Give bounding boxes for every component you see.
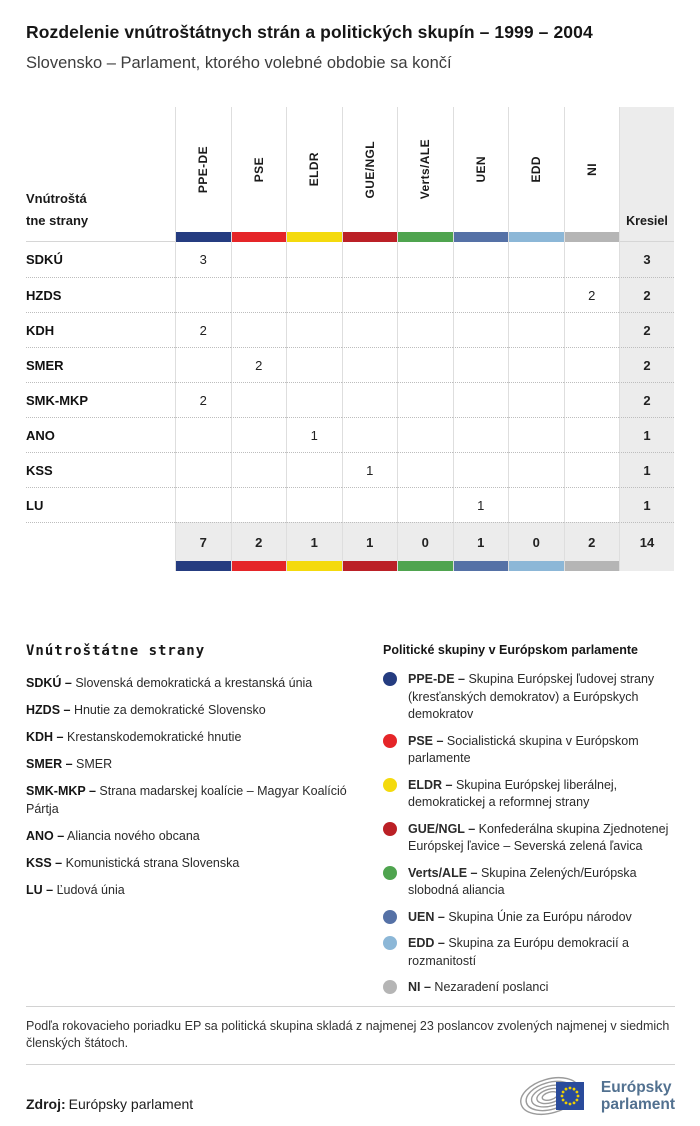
group-column-label: PSE: [251, 156, 266, 183]
group-column-header: [564, 107, 620, 242]
group-color-bar: [454, 232, 509, 242]
group-color-dot: [383, 936, 397, 950]
seats-distribution-table: [26, 107, 675, 571]
column-total-cell: 2: [231, 522, 287, 561]
group-abbr: PSE –: [408, 733, 444, 748]
row-header-label: [26, 107, 175, 242]
logo-wordmark: Európsky parlament: [600, 1078, 675, 1113]
seat-cell: 2: [231, 347, 287, 382]
seat-cell: [286, 382, 342, 417]
party-name: Slovenská demokratická a krestanská únia: [75, 676, 313, 690]
seat-cell: [453, 312, 509, 347]
seat-cell: [564, 417, 620, 452]
group-color-bar: [231, 561, 287, 571]
seat-cell: 1: [286, 417, 342, 452]
group-color-bar: [342, 561, 398, 571]
party-name: Komunistická strana Slovenska: [65, 856, 240, 870]
group-column-label: ELDR: [307, 152, 322, 187]
political-group-item: [383, 671, 675, 724]
party-abbr: KDH –: [26, 730, 64, 744]
group-column-header: [286, 107, 342, 242]
legend-political-groups-heading: Politické skupiny v Európskom parlamente: [383, 643, 638, 657]
group-color-dot: [383, 866, 397, 880]
legend-national-parties-heading: Vnútroštátne strany: [26, 643, 206, 659]
seat-cell: [508, 312, 564, 347]
column-total-cell: 0: [397, 522, 453, 561]
group-abbr: Verts/ALE –: [408, 865, 478, 880]
group-color-bar: [508, 561, 564, 571]
seat-cell: [508, 347, 564, 382]
seat-cell: [286, 452, 342, 487]
group-column-header: [453, 107, 509, 242]
group-abbr: UEN –: [408, 909, 445, 924]
party-abbr: HZDS –: [26, 703, 71, 717]
seat-cell: [453, 277, 509, 312]
seat-cell: [397, 487, 453, 522]
seat-cell: [175, 347, 231, 382]
political-groups-list: [383, 671, 675, 997]
divider: [26, 1064, 675, 1065]
seat-cell: [397, 382, 453, 417]
party-row-label: KSS: [26, 452, 175, 487]
group-column-label: NI: [584, 163, 599, 176]
party-abbr: KSS –: [26, 856, 63, 870]
group-name: Socialistická skupina v Európskom parlamente: [408, 733, 639, 765]
group-color-bar: [175, 561, 231, 571]
column-total-cell: 2: [564, 522, 620, 561]
group-abbr: NI –: [408, 980, 431, 994]
party-name: Aliancia nového obcana: [67, 829, 200, 843]
political-group-item: [383, 935, 675, 970]
group-abbr: PPE-DE –: [408, 672, 465, 686]
seat-cell: [397, 312, 453, 347]
group-column-label: EDD: [529, 156, 544, 183]
party-row-label: SDKÚ: [26, 252, 63, 267]
national-party-item: [26, 782, 363, 818]
source-value: Európsky parlament: [68, 1095, 194, 1112]
seat-cell: [342, 417, 398, 452]
bar-row-spacer: [26, 561, 175, 571]
hemicycle-flag-icon: [516, 1071, 594, 1121]
seat-cell: [453, 452, 509, 487]
seats-column-footer: [619, 561, 674, 571]
group-color-dot: [383, 734, 397, 748]
seat-cell: 2: [175, 312, 231, 347]
party-row-label: HZDS: [26, 277, 175, 312]
national-party-item: [26, 827, 363, 845]
national-party-item: [26, 701, 363, 719]
row-total-cell: 2: [619, 347, 674, 382]
seat-cell: [286, 242, 342, 277]
seat-cell: [231, 277, 287, 312]
group-column-label: GUE/NGL: [362, 140, 377, 199]
seat-cell: [397, 277, 453, 312]
legend-national-parties: [26, 643, 383, 1006]
group-color-dot: [383, 980, 397, 994]
party-name: Ľudová únia: [56, 883, 125, 897]
group-column-label: PPE-DE: [196, 145, 211, 194]
row-header-label-text: Vnútroštátne strany: [26, 191, 89, 228]
group-abbr: ELDR –: [408, 777, 453, 792]
seat-cell: [508, 487, 564, 522]
seat-cell: 1: [453, 487, 509, 522]
source-text: [26, 1096, 193, 1112]
row-total-cell: 2: [619, 277, 674, 312]
group-column-header: [231, 107, 287, 242]
political-group-item: [383, 821, 675, 856]
row-total-cell: 1: [619, 487, 674, 522]
group-name: Skupina Zelených/Európska slobodná aliancia: [408, 865, 637, 897]
seat-cell: [453, 242, 509, 277]
group-column-header: [342, 107, 398, 242]
seat-cell: [342, 347, 398, 382]
seat-cell: [564, 242, 620, 277]
source-row: [26, 1071, 675, 1121]
group-color-dot: [383, 778, 397, 792]
seat-cell: [397, 452, 453, 487]
seat-cell: [564, 347, 620, 382]
group-color-bar: [453, 561, 509, 571]
national-party-item: [26, 674, 363, 692]
group-color-bar: [564, 561, 620, 571]
group-color-bar: [509, 232, 564, 242]
party-name: Hnutie za demokratické Slovensko: [73, 703, 266, 717]
seat-cell: [342, 277, 398, 312]
seat-cell: [508, 242, 564, 277]
group-color-bar: [397, 561, 453, 571]
party-name: Krestanskodemokratické hnutie: [67, 730, 242, 744]
group-color-bar: [398, 232, 453, 242]
source-label: Zdroj:: [26, 1095, 66, 1112]
group-color-dot: [383, 910, 397, 924]
row-total-cell: 1: [619, 417, 674, 452]
group-name: Konfederálna skupina Zjednotenej Európskej ľavice – Severská zelená ľavica: [408, 821, 669, 853]
political-group-item: [383, 909, 675, 927]
group-color-bar: [287, 232, 342, 242]
party-row-label: KDH: [26, 312, 175, 347]
seat-cell: [286, 277, 342, 312]
party-name: SMER: [76, 757, 113, 771]
group-color-bar: [343, 232, 398, 242]
group-name: Nezaradení poslanci: [434, 980, 549, 994]
seat-cell: [453, 347, 509, 382]
party-row-label: LU: [26, 487, 175, 522]
political-group-item: [383, 979, 675, 997]
footnote: Podľa rokovacieho poriadku EP sa politická skupina skladá z najmenej 23 poslancov zvolených najmenej v siedmich členských štátoch.: [26, 1018, 670, 1050]
group-color-dot: [383, 822, 397, 836]
group-color-bar: [176, 232, 231, 242]
column-total-cell: 7: [175, 522, 231, 561]
seat-cell: [286, 312, 342, 347]
legends-section: [26, 643, 675, 1006]
group-color-dot: [383, 672, 397, 686]
party-name: Strana madarskej koalície – Magyar Koalíció Pártja: [26, 784, 347, 816]
seat-cell: [453, 417, 509, 452]
seat-cell: [231, 312, 287, 347]
seat-cell: [508, 452, 564, 487]
seat-cell: [508, 382, 564, 417]
party-abbr: SMER –: [26, 757, 73, 771]
legend-political-groups: [383, 643, 675, 1006]
political-group-item: [383, 865, 675, 900]
party-row-label: SMK-MKP: [26, 382, 175, 417]
seat-cell: [564, 382, 620, 417]
party-abbr: ANO –: [26, 829, 65, 843]
seat-cell: [397, 242, 453, 277]
group-color-bar: [232, 232, 287, 242]
seat-cell: [342, 242, 398, 277]
group-abbr: GUE/NGL –: [408, 821, 476, 836]
grand-total-cell: 14: [619, 522, 674, 561]
political-group-item: [383, 733, 675, 768]
national-parties-list: [26, 674, 363, 899]
seat-cell: [342, 312, 398, 347]
row-total-cell: 3: [619, 242, 674, 277]
column-total-cell: 1: [342, 522, 398, 561]
party-abbr: LU –: [26, 883, 54, 897]
group-name: Skupina Európskej liberálnej, demokratickej a reformnej strany: [408, 777, 618, 809]
seat-cell: [342, 382, 398, 417]
seat-cell: [175, 417, 231, 452]
seat-cell: [564, 487, 620, 522]
group-column-header: [175, 107, 231, 242]
seat-cell: [508, 417, 564, 452]
national-party-item: [26, 728, 363, 746]
party-abbr: SMK-MKP –: [26, 784, 96, 798]
seat-cell: [564, 452, 620, 487]
group-column-header: [508, 107, 564, 242]
group-column-header: [397, 107, 453, 242]
group-column-label: Verts/ALE: [418, 139, 433, 200]
column-total-cell: 1: [453, 522, 509, 561]
column-total-cell: 1: [286, 522, 342, 561]
seat-cell: [231, 382, 287, 417]
seat-cell: 3: [175, 242, 231, 277]
national-party-item: [26, 881, 363, 899]
party-row-label: ANO: [26, 417, 175, 452]
european-parliament-logo: [516, 1071, 675, 1121]
seat-cell: [397, 347, 453, 382]
seat-cell: [286, 347, 342, 382]
seat-cell: [231, 452, 287, 487]
seat-cell: [342, 487, 398, 522]
group-color-bar: [565, 232, 620, 242]
seat-cell: [231, 242, 287, 277]
seat-cell: [175, 452, 231, 487]
seat-cell: [453, 382, 509, 417]
seats-column-header: Kresiel: [619, 107, 674, 242]
group-name: Skupina Únie za Európu národov: [448, 909, 632, 924]
seat-cell: 2: [564, 277, 620, 312]
page-title: Rozdelenie vnútroštátnych strán a politických skupín – 1999 – 2004: [26, 22, 593, 42]
row-total-cell: 2: [619, 312, 674, 347]
group-column-label: UEN: [473, 156, 488, 183]
page-subtitle: Slovensko – Parlament, ktorého volebné obdobie sa končí: [26, 54, 452, 72]
seat-cell: [397, 417, 453, 452]
seat-cell: [175, 487, 231, 522]
group-abbr: EDD –: [408, 936, 445, 950]
group-color-bar: [286, 561, 342, 571]
group-name: Skupina za Európu demokracií a rozmanitostí: [408, 936, 629, 968]
column-total-cell: 0: [508, 522, 564, 561]
seat-cell: 1: [342, 452, 398, 487]
political-group-item: [383, 777, 675, 812]
row-total-cell: 1: [619, 452, 674, 487]
seat-cell: [286, 487, 342, 522]
seat-cell: [508, 277, 564, 312]
party-row-label: SMER: [26, 347, 175, 382]
totals-row-label: [26, 522, 175, 561]
national-party-item: [26, 755, 363, 773]
seat-cell: [564, 312, 620, 347]
seat-cell: [231, 417, 287, 452]
seat-cell: [231, 487, 287, 522]
seat-cell: [175, 277, 231, 312]
national-party-item: [26, 854, 363, 872]
seat-cell: 2: [175, 382, 231, 417]
row-total-cell: 2: [619, 382, 674, 417]
party-abbr: SDKÚ –: [26, 676, 72, 690]
group-name: Skupina Európskej ľudovej strany (kresťanských demokratov) a Európskych demokratov: [408, 672, 655, 721]
